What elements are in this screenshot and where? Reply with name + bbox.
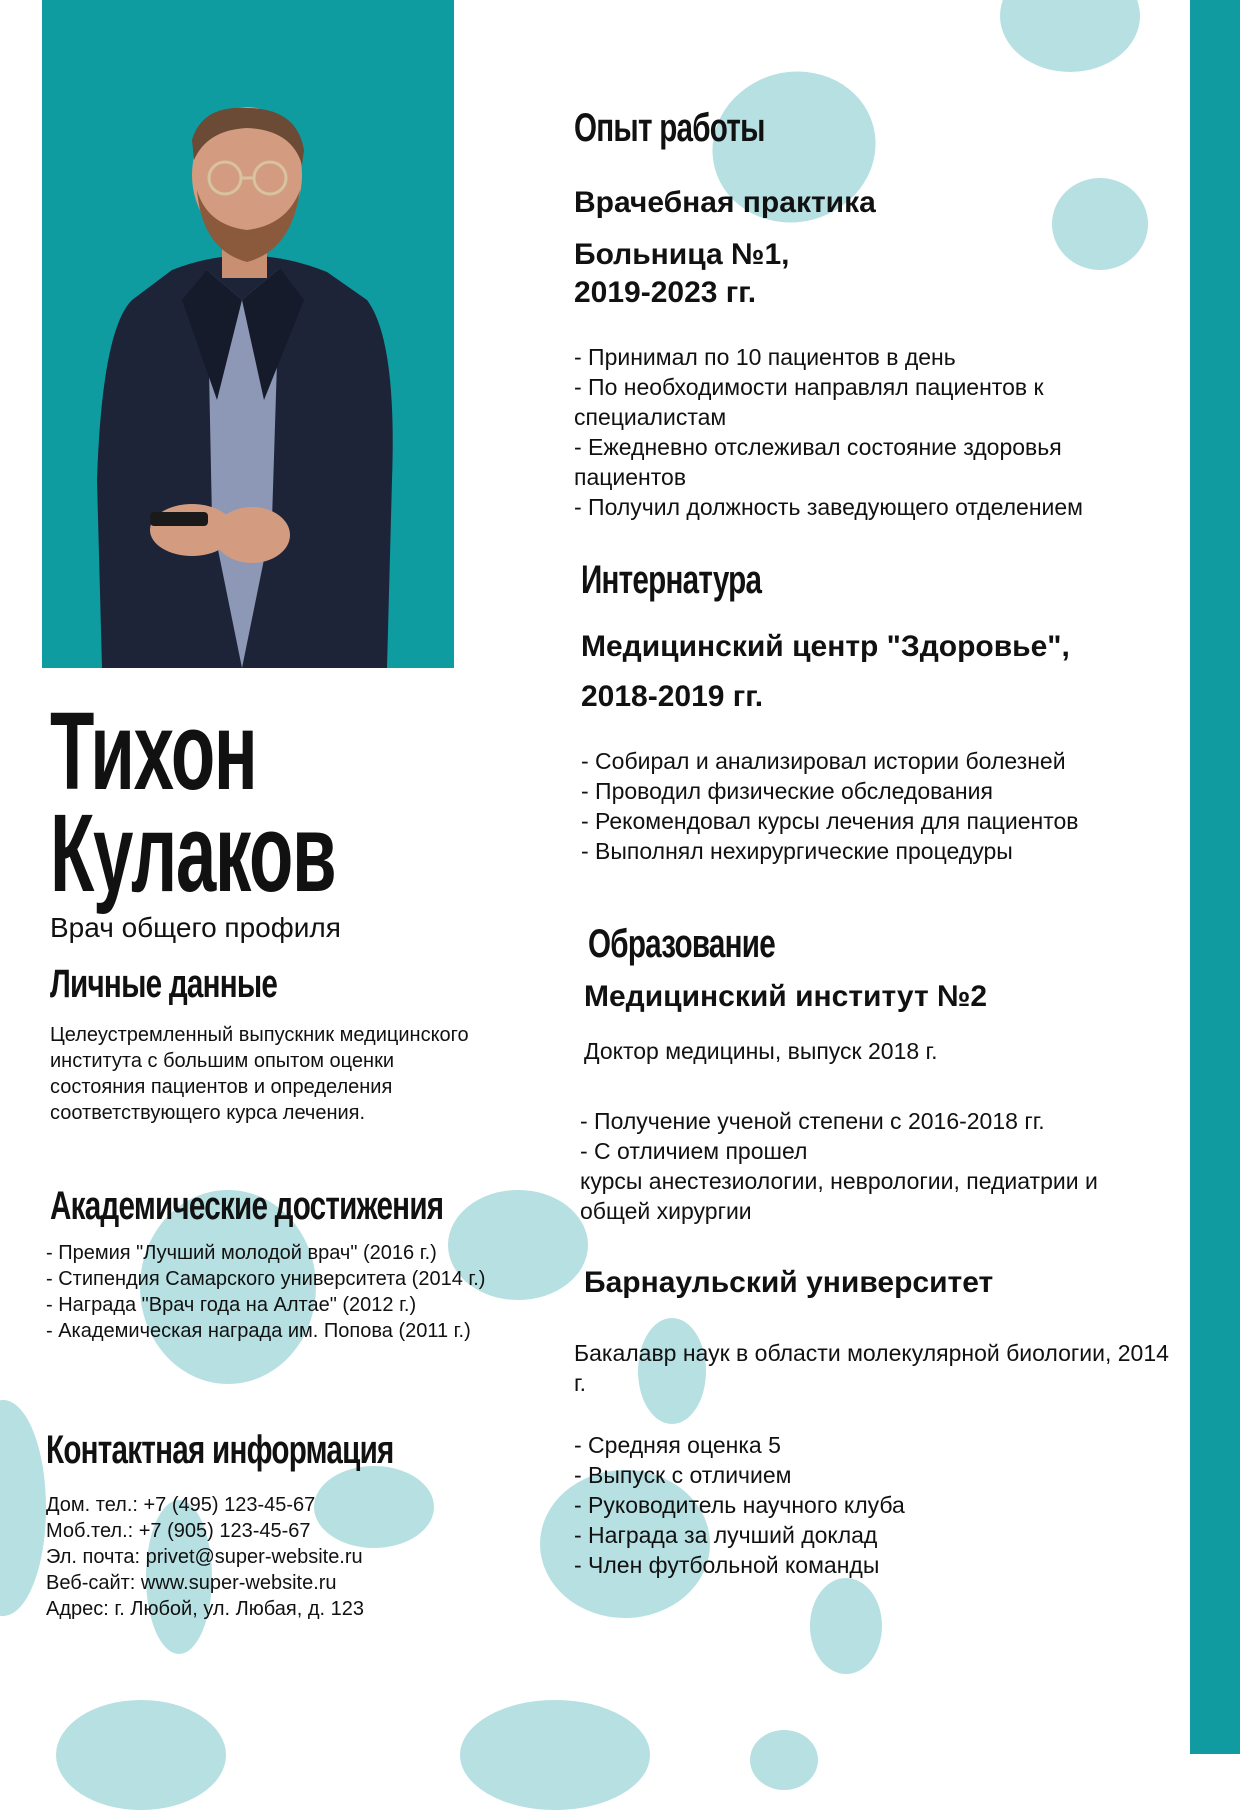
decor-blob xyxy=(810,1578,882,1674)
education-school-2: Барнаульский университет xyxy=(584,1266,994,1299)
person-first-name: Тихон xyxy=(50,690,257,813)
contact-website[interactable]: Веб-сайт: www.super-website.ru xyxy=(46,1572,337,1594)
contacts-heading: Контактная информация xyxy=(46,1428,394,1472)
education-heading: Образование xyxy=(588,922,775,966)
person-title: Врач общего профиля xyxy=(50,912,341,943)
experience-years: 2019-2023 гг. xyxy=(574,276,757,309)
experience-role: Врачебная практика xyxy=(574,186,876,219)
education-details-2: - Средняя оценка 5 - Выпуск с отличием - Руководитель научного клуба - Награда за лучший доклад - Член футбольной команды xyxy=(574,1432,905,1578)
profile-photo xyxy=(42,0,454,668)
personal-heading: Личные данные xyxy=(50,962,278,1006)
contact-email[interactable]: Эл. почта: privet@super-website.ru xyxy=(46,1546,363,1568)
education-degree-2: Бакалавр наук в области молекулярной биологии, 2014 г. xyxy=(574,1340,1169,1396)
decor-blob xyxy=(1052,178,1148,270)
contact-address: Адрес: г. Любой, ул. Любая, д. 123 xyxy=(46,1598,365,1620)
education-degree-1: Доктор медицины, выпуск 2018 г. xyxy=(584,1038,938,1064)
experience-duties: - Принимал по 10 пациентов в день - По необходимости направлял пациентов к специалистам - Ежедневно отслеживал состояние здоровья пациентов - Получил должность заведующего отделением xyxy=(574,344,1083,520)
education-details-1: - Получение ученой степени с 2016-2018 гг. - С отличием прошел курсы анестезиологии, неврологии, педиатрии и общей хирургии xyxy=(580,1108,1098,1224)
person-illustration xyxy=(42,0,454,668)
achievements-heading: Академические достижения xyxy=(50,1184,444,1228)
contact-home-phone: Дом. тел.: +7 (495) 123-45-67 xyxy=(46,1494,316,1516)
decor-blob xyxy=(750,1730,818,1790)
decor-blob xyxy=(56,1700,226,1810)
internship-place: Медицинский центр "Здоровье", xyxy=(581,630,1070,663)
decor-blob xyxy=(460,1700,650,1810)
contact-mobile-phone: Моб.тел.: +7 (905) 123-45-67 xyxy=(46,1520,311,1542)
internship-years: 2018-2019 гг. xyxy=(581,680,764,713)
accent-stripe xyxy=(1190,0,1240,1754)
experience-heading: Опыт работы xyxy=(574,106,765,150)
education-school-1: Медицинский институт №2 xyxy=(584,980,988,1013)
person-last-name: Кулаков xyxy=(50,792,336,915)
achievements-list: - Премия "Лучший молодой врач" (2016 г.) - Стипендия Самарского университета (2014 г.) - Награда "Врач года на Алтае" (2012 г.) - Академическая награда им. Попова (2011 г.) xyxy=(46,1242,486,1342)
decor-blob xyxy=(0,1400,46,1616)
internship-duties: - Собирал и анализировал истории болезней - Проводил физические обследования - Рекомендовал курсы лечения для пациентов - Выполнял нехирургические процедуры xyxy=(581,748,1079,864)
decor-blob xyxy=(1000,0,1140,72)
personal-text: Целеустремленный выпускник медицинского института с большим опытом оценки состояния пациентов и определения соответствующего курса лечения. xyxy=(50,1024,469,1124)
internship-heading: Интернатура xyxy=(581,558,762,602)
decor-blob xyxy=(314,1466,434,1548)
experience-place: Больница №1, xyxy=(574,238,790,271)
